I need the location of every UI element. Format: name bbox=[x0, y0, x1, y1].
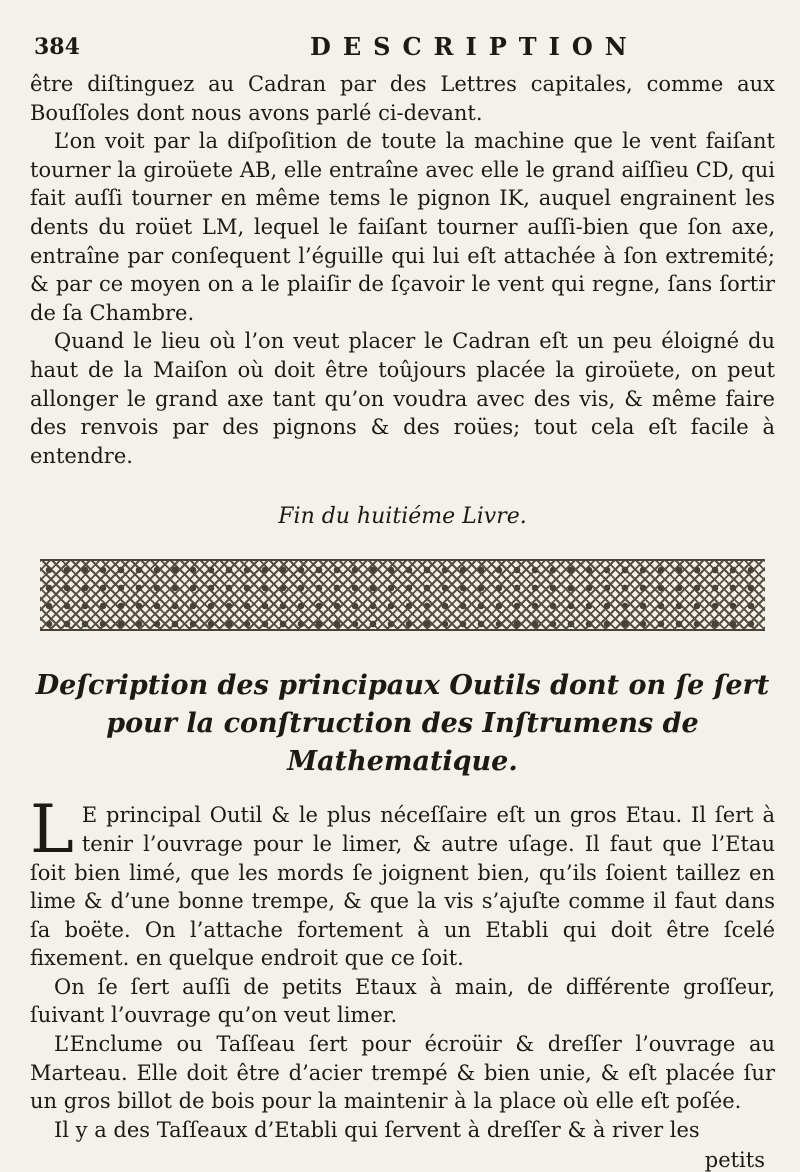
section-paragraph-1-text: E principal Outil & le plus néceſſaire eſt un gros Etau. Il ſert à tenir l’ouvrage pour le limer, & autre uſage. Il faut que l’Etau ſoit bien limé, que les mords ſe joignent bien, qu’ils ſoient taillez en lime & d’une bonne trempe, & que la vis s’ajuſte comme il faut dans ſa boëte. On l’attache fortement à un Etabli qui doit être ſcelé fixement. en quelque endroit que ce ſoit. bbox=[30, 803, 775, 971]
end-of-book-note: Fin du huitiéme Livre. bbox=[278, 504, 527, 530]
paragraph-1: être diſtinguez au Cadran par des Lettres capitales, comme aux Bouſſoles dont nous avons parlé ci-devant. bbox=[30, 72, 775, 125]
catchword: petits bbox=[704, 1148, 765, 1172]
section-paragraph-2: On ſe ſert auſſi de petits Etaux à main, de différente groſſeur, ſuivant l’ouvrage qu’on veut limer. bbox=[30, 974, 775, 1028]
section-paragraph-3: L’Enclume ou Taſſeau ſert pour écroüir & dreſſer l’ouvrage au Marteau. Elle doit être d’acier trempé & bien unie, & eſt placée ſur un gros billot de bois pour la maintenir à la place où elle eſt poſée. bbox=[30, 1032, 775, 1114]
page-number: 384 bbox=[34, 34, 80, 60]
section-paragraph-4: Il y a des Taſſeaux d’Etabli qui ſervent à dreſſer & à river les bbox=[54, 1117, 700, 1142]
decorative-ornament-band bbox=[40, 559, 765, 631]
drop-cap-letter: L bbox=[30, 791, 74, 869]
page-header bbox=[30, 30, 775, 70]
paragraph-2: L’on voit par la diſpoſition de toute la machine que le vent faiſant tourner la giroüete AB, elle entraîne avec elle le grand aiſſieu CD, qui fait auſſi tourner en même tems le pignon IK, auquel engrainent les dents du roüet LM, lequel le faiſant tourner auſſi-bien que ſon axe, entraîne par conſequent l’éguille qui lui eſt attachée à ſon extremité; & par ce moyen on a le plaiſir de ſçavoir le vent qui regne, ſans ſortir de ſa Chambre. bbox=[30, 129, 775, 325]
paragraph-3: Quand le lieu où l’on veut placer le Cadran eſt un peu éloigné du haut de la Maiſon où doit être toûjours placée la giroüete, on peut allonger le grand axe tant qu’on voudra avec des vis, & même faire des renvois par des pignons & des roües; tout cela eſt facile à entendre. bbox=[30, 329, 775, 468]
section-paragraph-1 bbox=[30, 791, 775, 973]
running-title: DESCRIPTION bbox=[310, 32, 639, 61]
section-title: Deſcription des principaux Outils dont on ſe ſert pour la conſtruction des Inſtrumens de Mathematique. bbox=[35, 670, 770, 778]
book-page bbox=[30, 30, 775, 1172]
